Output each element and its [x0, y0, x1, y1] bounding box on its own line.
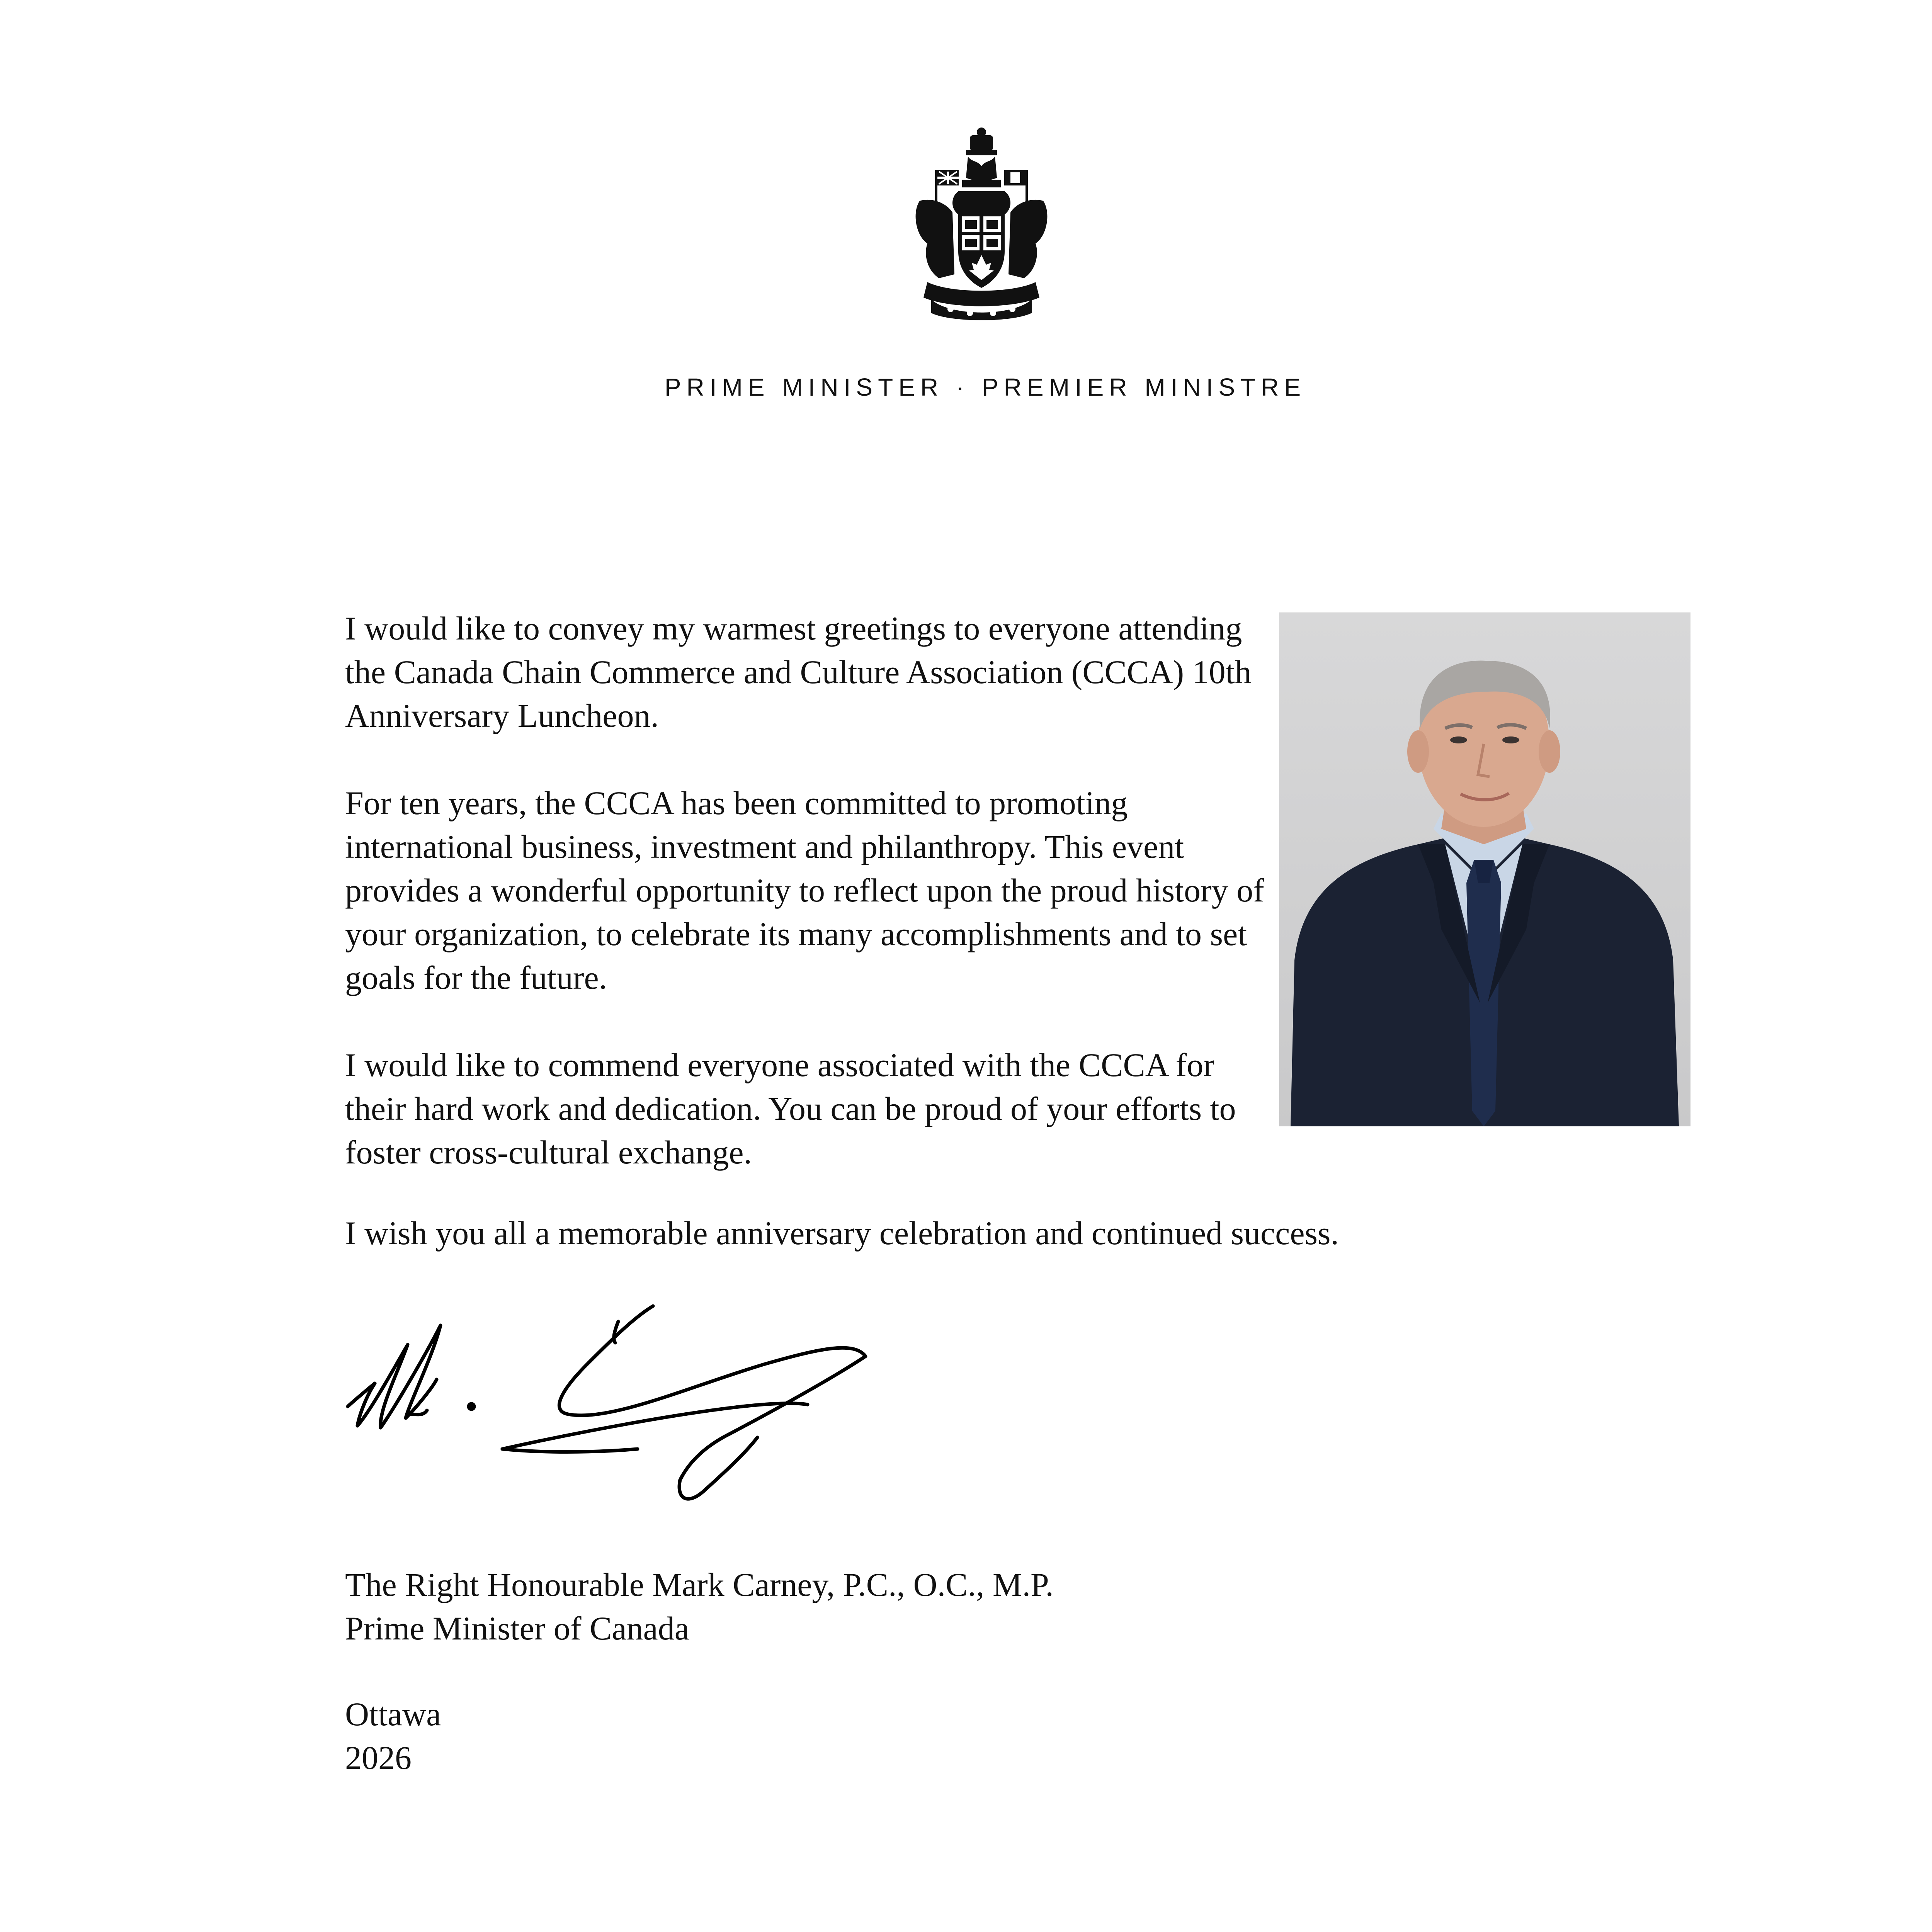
signoff-block — [345, 1563, 1054, 1650]
message-body — [345, 607, 1265, 1218]
portrait-photo — [1279, 612, 1690, 1126]
closing-sentence: I wish you all a memorable anniversary celebration and continued success. — [345, 1214, 1339, 1252]
location-block — [345, 1692, 441, 1780]
coat-of-arms-icon — [904, 124, 1059, 325]
paragraph-1: I would like to convey my warmest greetings to everyone attending the Canada Chain Commerce and Culture Association (CCCA) 10th Anniversary Luncheon. — [345, 610, 1252, 734]
location-year: 2026 — [345, 1739, 412, 1776]
paragraph-3: I would like to commend everyone associated with the CCCA for their hard work and dedication. You can be proud of your efforts to foster cross-cultural exchange. — [345, 1046, 1236, 1171]
signoff-title: Prime Minister of Canada — [345, 1610, 689, 1647]
paragraph-2: For ten years, the CCCA has been committed to promoting international business, investment and philanthropy. This event provides a wonderful opportunity to reflect upon the proud history of your organization, to celebrate its many accomplishments and to set goals for the future. — [345, 784, 1264, 996]
letterhead-title: PRIME MINISTER · PREMIER MINISTRE — [664, 373, 1306, 401]
location-city: Ottawa — [345, 1696, 441, 1733]
signoff-name: The Right Honourable Mark Carney, P.C., O.C., M.P. — [345, 1566, 1054, 1603]
portrait-illustration — [1279, 612, 1690, 1126]
signature-icon — [340, 1298, 927, 1530]
